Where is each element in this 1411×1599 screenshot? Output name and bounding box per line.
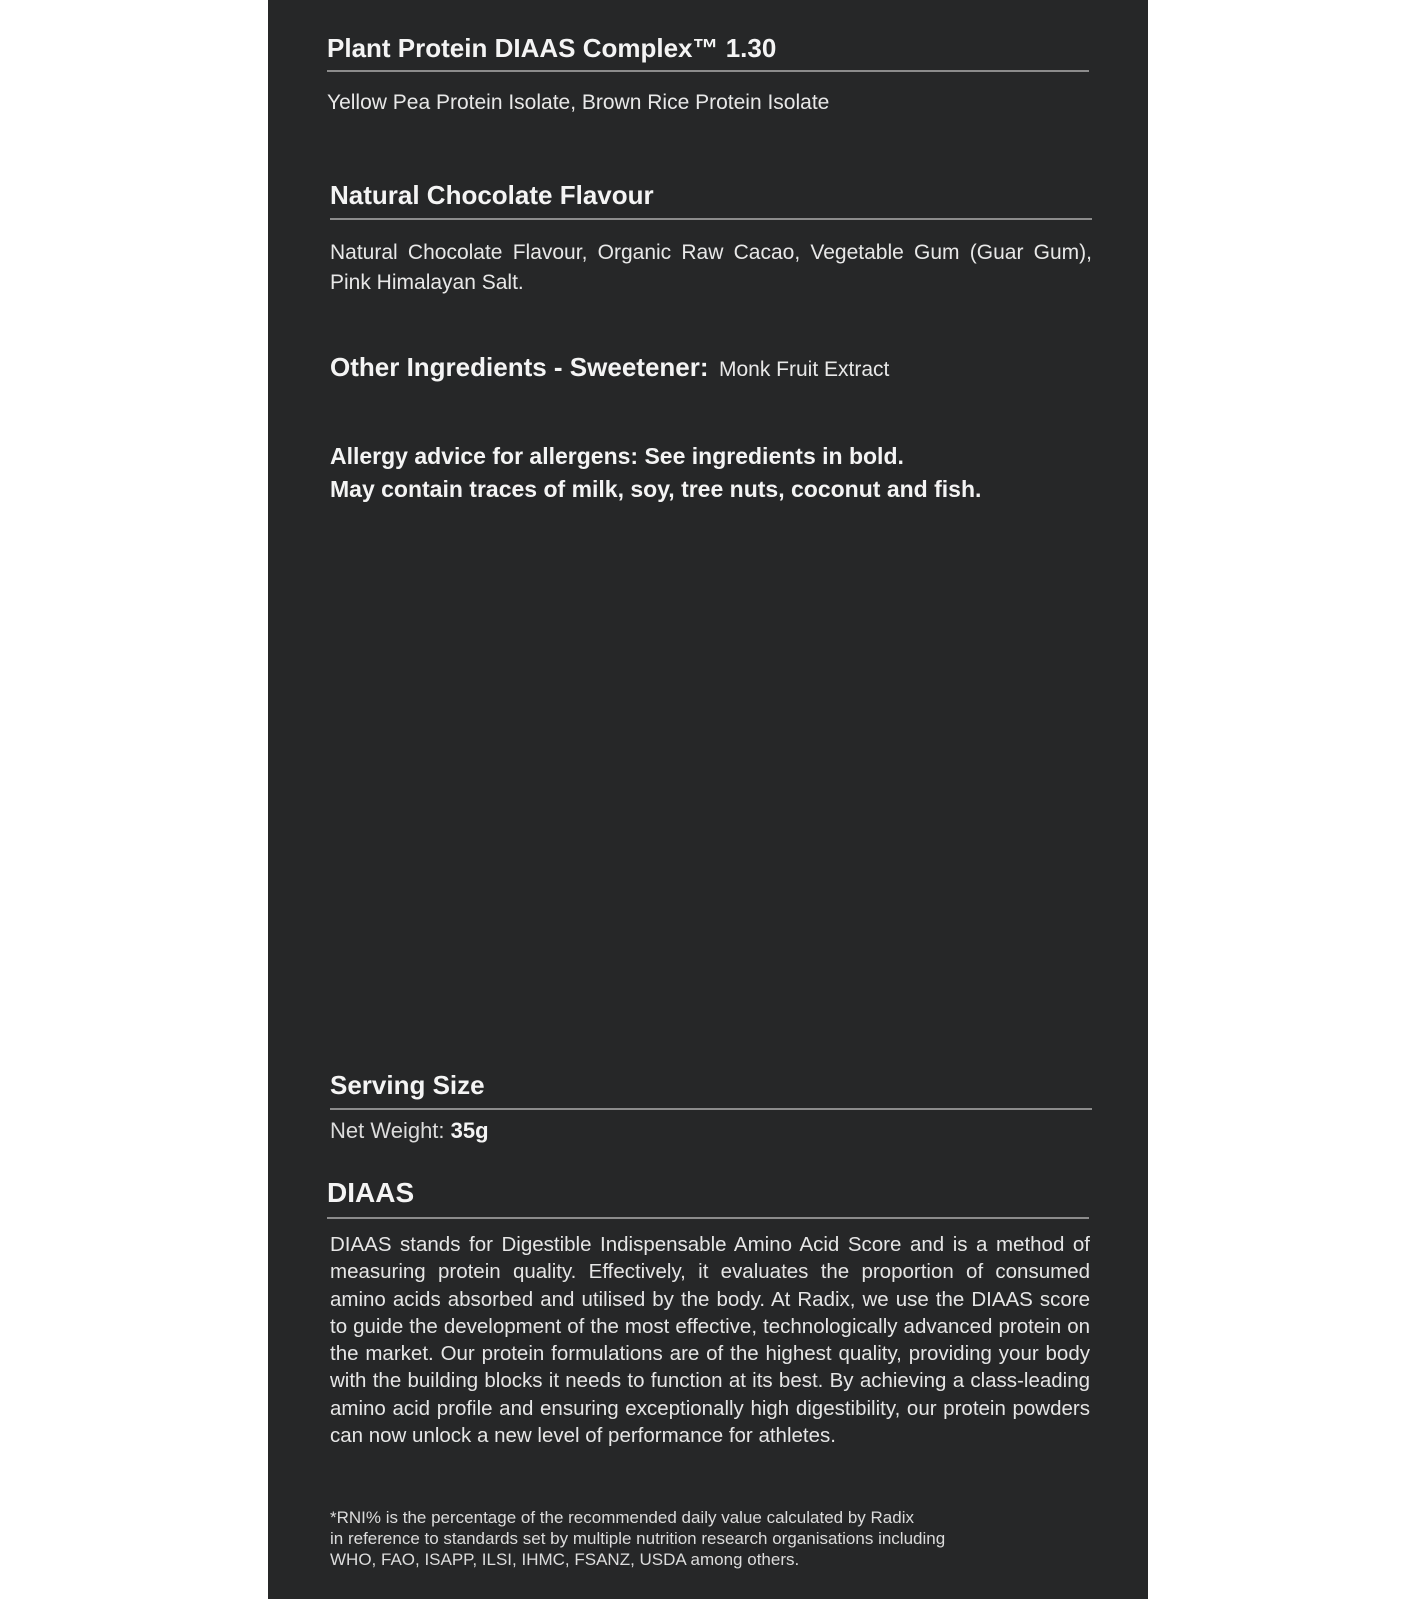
- net-weight-value: 35g: [450, 1118, 489, 1143]
- diaas-text: DIAAS stands for Digestible Indispensable Amino Acid Score and is a method of measuring protein quality. Effectively, it evaluates the proportion of consumed amino acids absorbed and utilised by the body. At Radix, we use the DIAAS score to guide the development of the most effective, technologically advanced protein on the market. Our protein formulations are of the highest quality, providing your body with the building blocks it needs to function at its best. By achieving a class-leading amino acid profile and ensuring exceptionally high digestibility, our protein powders can now unlock a new level of performance for athletes.: [330, 1233, 1090, 1448]
- allergy-line-1: Allergy advice for allergens: See ingredients in bold.: [330, 443, 904, 469]
- diaas-divider: [327, 1217, 1089, 1219]
- allergy-advice: [330, 440, 981, 506]
- net-weight-line: [330, 1116, 489, 1146]
- footnote-line-3: WHO, FAO, ISAPP, ILSI, IHMC, FSANZ, USDA among others.: [330, 1550, 800, 1569]
- net-weight-label: Net Weight:: [330, 1118, 445, 1143]
- other-ingredients-text: Monk Fruit Extract: [718, 358, 890, 381]
- diaas-title: DIAAS: [327, 1177, 415, 1208]
- footnote: [330, 1507, 945, 1570]
- serving-title: Serving Size: [330, 1070, 485, 1100]
- flavour-divider: [330, 218, 1092, 220]
- other-ingredients-title: Other Ingredients - Sweetener:: [330, 352, 709, 382]
- other-ingredients-line: [330, 352, 889, 385]
- serving-divider: [330, 1108, 1092, 1110]
- complex-title: Plant Protein DIAAS Complex™ 1.30: [327, 33, 777, 63]
- footnote-line-2: in reference to standards set by multiple nutrition research organisations including: [330, 1529, 946, 1548]
- flavour-title: Natural Chocolate Flavour: [330, 180, 654, 210]
- ingredients-panel: [268, 0, 1148, 1599]
- footnote-line-1: *RNI% is the percentage of the recommended daily value calculated by Radix: [330, 1508, 914, 1527]
- complex-text: Yellow Pea Protein Isolate, Brown Rice Protein Isolate: [327, 91, 830, 114]
- flavour-text: Natural Chocolate Flavour, Organic Raw Cacao, Vegetable Gum (Guar Gum), Pink Himalayan Salt.: [330, 241, 1092, 294]
- allergy-line-2: May contain traces of milk, soy, tree nuts, coconut and fish.: [330, 476, 982, 502]
- complex-divider: [327, 70, 1089, 72]
